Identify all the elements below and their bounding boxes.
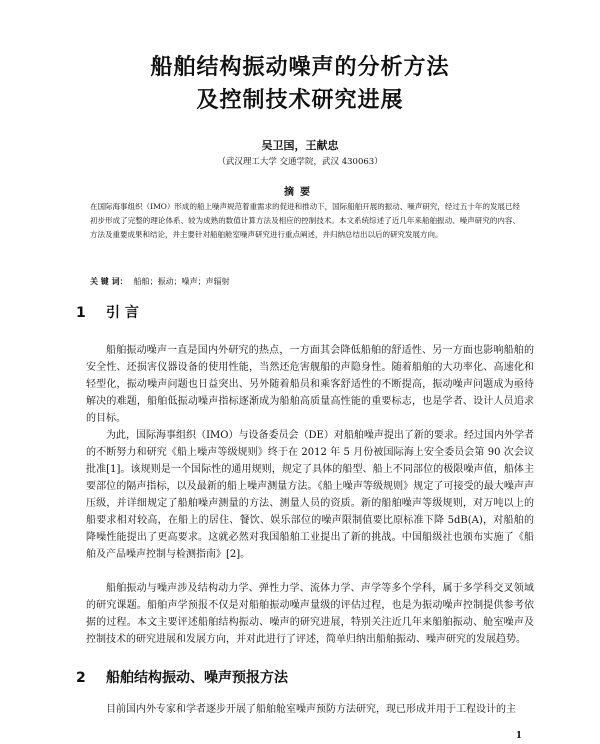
abstract-body: 在国际海事组织（IMO）形成的船上噪声规范着重需求的促进和推动下，国际船舶开展的振动、噪声研究，经过五十年的发展已经初步形成了完整的理论体系、较为成熟的数值计算方法及相应的控制技术。本文系统综述了近几年来船舶振动、噪声研究的内容、方法及重要成果和结论，并主要针对船舶舱室噪声研究进行重点阐述，并归纳总结出以后的研究发展方向。 [90, 202, 520, 239]
authors: 吴卫国，王献忠 [261, 139, 339, 152]
section-1-paragraph-1: 船舶振动噪声一直是国内外研究的热点，一方面其会降低船舶的舒适性、另一方面也影响船舶的安全性、还损害仪器设备的使用性能，当然还危害舰船的声隐身性。随着船舶的大功率化、高速化和轻型化，振动噪声问题也日益突出、另外随着船员和乘客舒适性的不断提高，振动噪声问题成为亟待解决的难题，船舶低振动噪声指标逐渐成为船舶高质量高性能的重要标志，也是学者、设计人员追求的目标。 [86, 345, 534, 424]
section-2-paragraph-1: 目前国内外专家和学者逐步开展了船舶舱室噪声预防方法研究，现已形成并用于工程设计的主 [106, 704, 516, 715]
section-1-number: 1 [76, 305, 86, 321]
section-1-paragraph-3: 船舶振动与噪声涉及结构动力学、弹性力学、流体力学、声学等多个学科，属于多学科交叉领域的研究课题。船舶声学预报不仅是对船舶振动噪声量级的评估过程，也是为振动噪声控制提供参考依据的过程。本文主要评述船舶结构振动、噪声的研究进展，特别关注近几年来船舶振动、舱室噪声及控制技术的研究进展和发展方向，并对此进行了评述，简单归纳出船舶振动、噪声研究的发展趋势。 [86, 583, 534, 645]
page-number: 1 [515, 731, 522, 741]
section-1-paragraph-2: 为此，国际海事组织（IMO）与设备委员会（DE）对船舶噪声提出了新的要求。经过国内外学者的不断努力和研究《船上噪声等级规则》终于在 2012 年 5 月份被国际海上安全委员会第 90 次会议批准[1]。该规则是一个国际性的通用规则，规定了具体的船型、船上不同部位的极限噪声值，船体主要部位的隔声指标，以及最新的船上噪声测量方法。《船上噪声等级规则》规定了可接受的最大噪声声压级，并详细规定了船舶噪声测量的方法、测量人员的资质。新的船舶噪声等级规则，对万吨以上的船要求相对较高，在船上的居住、餐饮、娱乐部位的噪声限制值要比原标准下降 5dB(A)，对船舶的降噪性能提出了更高要求。这就必然对我国船舶工业提出了新的挑战。中国船级社也颁布实施了《船舶及产品噪声控制与检测指南》[2]。 [86, 430, 534, 560]
section-1-title: 引 言 [106, 305, 139, 321]
keywords-value: 船舶；振动；噪声；声辐射 [133, 277, 230, 286]
affiliation: （武汉理工大学 交通学院，武汉 430063） [217, 157, 383, 167]
section-2-title: 船舶结构振动、噪声预报方法 [106, 670, 288, 686]
abstract-heading: 摘要 [284, 187, 316, 198]
paper-title-line1: 船舶结构振动噪声的分析方法 [150, 55, 450, 80]
section-2-heading [76, 667, 288, 687]
keywords-line [90, 276, 520, 287]
keywords-label: 关 键 词： [90, 277, 128, 286]
section-1-heading [76, 302, 139, 322]
paper-title-line2: 及控制技术研究进展 [196, 88, 404, 113]
section-2-number: 2 [76, 670, 86, 686]
